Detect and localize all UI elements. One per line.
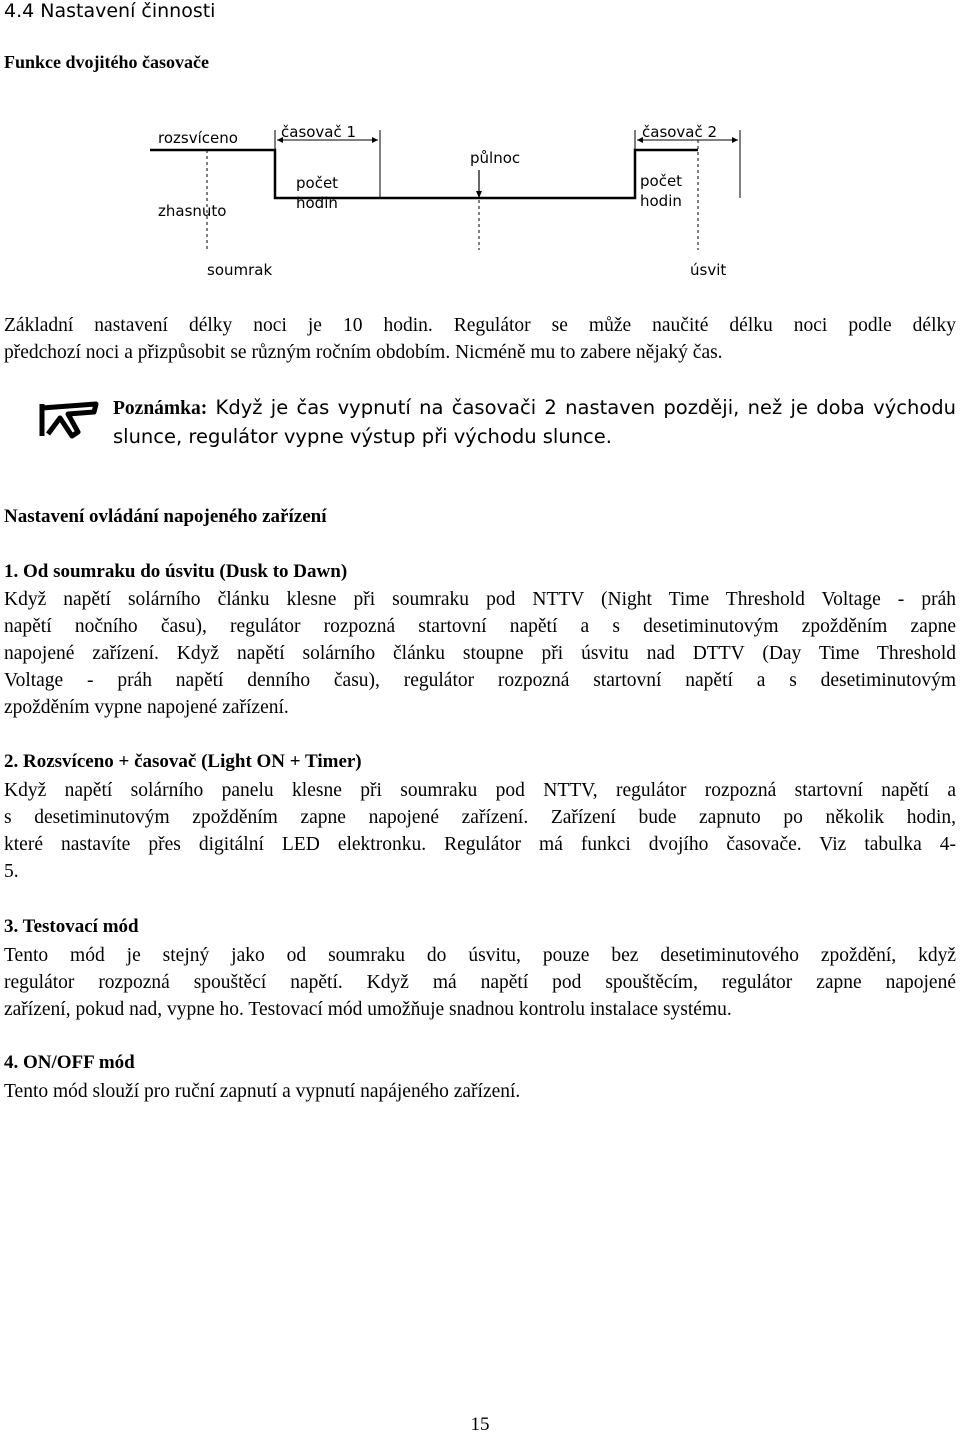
page-number: 15 (470, 1414, 490, 1435)
label-timer2: časovač 2 (642, 123, 718, 141)
label-hours2-b: hodin (640, 192, 682, 210)
label-hours1-a: počet (296, 174, 339, 192)
subsection-heading: Funkce dvojitého časovače (4, 52, 209, 72)
body-line: Voltage - práh napětí denního času), regulátor rozpozná startovní napětí a s desetiminutovým (4, 670, 956, 691)
label-on: rozsvíceno (158, 129, 238, 147)
section-3-body (4, 942, 956, 1023)
intro-line: Základní nastavení délky noci je 10 hodin. Regulátor se může naučité délku noci podle délky (4, 315, 956, 336)
body-line: Když napětí solárního článku klesne při soumraku pod NTTV (Night Time Threshold Voltage - práh (4, 589, 956, 610)
intro-line: předchozí noci a přizpůsobit se různým ročním obdobím. Nicméně mu to zabere nějaký čas. (4, 342, 723, 363)
intro-paragraph (4, 312, 956, 366)
note (113, 394, 956, 451)
body-line: Tento mód je stejný jako od soumraku do úsvitu, pouze bez desetiminutového zpoždění, když (4, 945, 956, 966)
timer-waveform (150, 150, 698, 198)
body-line: regulátor rozpozná spouštěcí napětí. Když má napětí pod spouštěcím, regulátor zapne napojené (4, 972, 956, 993)
dual-timer-diagram (150, 110, 760, 300)
label-hours1-b: hodin (296, 194, 338, 212)
section-2-body (4, 777, 956, 885)
body-line: napětí nočního času), regulátor rozpozná startovní napětí a s desetiminutovým zpožděním zapne (4, 616, 956, 637)
section-4-body (4, 1078, 956, 1105)
label-timer1: časovač 1 (281, 123, 357, 141)
note-line-1 (113, 394, 956, 423)
section-2-title: 2. Rozsvíceno + časovač (Light ON + Timer) (4, 751, 362, 772)
section-3-title: 3. Testovací mód (4, 916, 139, 937)
body-line: napojené zařízení. Když napětí solárního článku stoupne při úsvitu nad DTTV (Day Time Threshold (4, 643, 956, 664)
label-dusk: soumrak (207, 261, 273, 279)
control-heading: Nastavení ovládání napojeného zařízení (4, 506, 327, 527)
label-off: zhasnuto (158, 202, 227, 220)
label-hours2-a: počet (640, 172, 683, 190)
label-dawn: úsvit (690, 261, 727, 279)
label-midnight: půlnoc (470, 149, 521, 167)
section-1-body (4, 586, 956, 721)
section-4-title: 4. ON/OFF mód (4, 1052, 135, 1073)
section-heading: 4.4 Nastavení činnosti (4, 0, 216, 22)
note-line-2: slunce, regulátor vypne výstup při východu slunce. (113, 425, 612, 448)
body-line: 5. (4, 861, 19, 882)
body-line: zpožděním vypne napojené zařízení. (4, 697, 289, 718)
pointing-hand-icon (38, 396, 102, 440)
body-line: s desetiminutovým zpožděním zapne napojené zařízení. Zařízení bude zapnuto po několik hodin, (4, 807, 956, 828)
note-label: Poznámka: (113, 398, 208, 419)
note-text-1: Když je čas vypnutí na časovači 2 nastaven později, než je doba východu (207, 396, 956, 419)
body-line: Když napětí solárního panelu klesne při soumraku pod NTTV, regulátor rozpozná startovní napětí a (4, 780, 956, 801)
body-line: Tento mód slouží pro ruční zapnutí a vypnutí napájeného zařízení. (4, 1081, 521, 1102)
body-line: které nastavíte přes digitální LED elektronku. Regulátor má funkci dvojího časovače. Viz tabulka 4- (4, 834, 956, 855)
body-line: zařízení, pokud nad, vypne ho. Testovací mód umožňuje snadnou kontrolu instalace systému. (4, 999, 732, 1020)
section-1-title: 1. Od soumraku do úsvitu (Dusk to Dawn) (4, 561, 348, 582)
